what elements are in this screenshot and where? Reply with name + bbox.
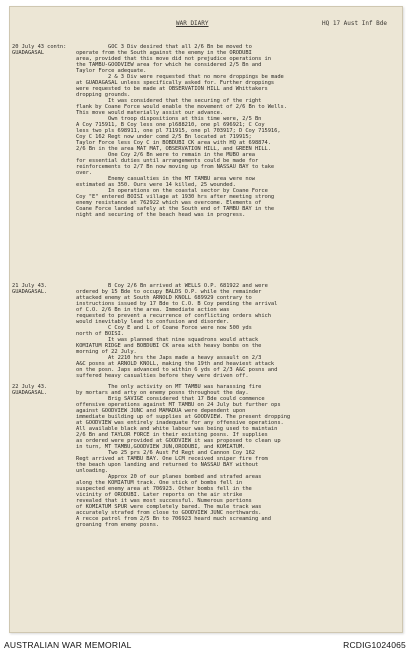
diary-line: north of BOISI. <box>76 331 124 337</box>
diary-line: 2/6 Bn and TAYLOR FORCE in their existing posns. If supplies <box>76 432 268 438</box>
entry-location: GUADAGASAL. <box>12 289 48 295</box>
diary-line: instructions issued by 17 Bde to C.O. B Coy pending the arrival <box>76 301 278 307</box>
diary-line: C Coy E and L of Coane Force were now 500 yds <box>108 325 252 331</box>
diary-line: It was planned that nine squadrons would attack <box>108 337 259 343</box>
diary-line: along the KOMIATUM track. One stick of bombs fell in <box>76 480 243 486</box>
diary-line: ordered by 15 Bde to occupy BALDS O.P. while the remainder <box>76 289 262 295</box>
entry-date: 21 July 43. <box>12 283 48 289</box>
entry-date: 20 July 43 contn: <box>12 44 67 50</box>
diary-line: dropping grounds. <box>76 92 131 98</box>
diary-line: Coane Force landed safely at the South end of TAMBU BAY in the <box>76 206 275 212</box>
diary-line: A Coy 715911, B Coy less one pl688210, one pl 696921; C Coy <box>76 122 265 128</box>
diary-line: 2/6 Bn in the area MAT MAT, OBSERVATION HILL, and GREEN HILL. <box>76 146 271 152</box>
diary-line: the TAMBU-GOODVIEW area for which he considered 2/5 Bn and <box>76 62 262 68</box>
diary-line: immediate building up of supplies at GOODVIEW. The present dropping <box>76 414 291 420</box>
entry-location: GUADAGASAL <box>12 50 44 56</box>
diary-line: enemy resistance at 762922 which was overcome. Elements of <box>76 200 262 206</box>
diary-line: as ordered were provided at GOODVIEW it was proposed to clean up <box>76 438 281 444</box>
diary-line: suffered heavy casualties before they were driven off. <box>76 373 249 379</box>
diary-line: the beach upon landing and returned to NASSAU BAY without <box>76 462 259 468</box>
diary-title: WAR DIARY <box>176 20 209 27</box>
diary-line: in turn, MT TAMBU,GOODVIEW JUN,ORODUBI, and KOMIATUM. <box>76 444 246 450</box>
diary-line: Taylor Force less Coy C in BOBDUBI CK area with HQ at 698874. <box>76 140 271 146</box>
diary-line: Coy "E" entered BOISI village at 1930 hrs after meeting strong <box>76 194 275 200</box>
diary-line: were requested to be made at OBSERVATION HILL and Whittakers <box>76 86 268 92</box>
diary-line: One Coy 2/6 Bn were to remain in the MUBO area <box>108 152 255 158</box>
diary-line: Two 25 prs 2/6 Aust Fd Regt and Cannon Coy 162 <box>108 450 255 456</box>
diary-line: Approx 20 of our planes bombed and strafed areas <box>108 474 262 480</box>
diary-line: KOMIATUM RIDGE and BOBDUBI CK area with heavy bombs on the <box>76 343 262 349</box>
diary-line: revealed that it was most successful. Numerous portions <box>76 498 252 504</box>
record-id: RCDIG1024065 <box>343 640 406 650</box>
diary-line: for essential duties until arrangements could be made for <box>76 158 259 164</box>
archive-footer <box>0 636 411 654</box>
diary-line: In operations on the coastal sector by Coane Force <box>108 188 268 194</box>
diary-page <box>9 6 403 633</box>
diary-line: operate from the South against the enemy in the ORODUBI <box>76 50 252 56</box>
diary-line: flank by Coane Force would enable the movement of 2/6 Bn to Wells. <box>76 104 287 110</box>
diary-line: reinforcements to 2/7 Bn now moving up from NASSAU BAY to take <box>76 164 275 170</box>
diary-line: accurately strafed from close to GOODVIEW JUNC northwards. <box>76 510 262 516</box>
diary-line: groaning from enemy posns. <box>76 522 160 528</box>
diary-line: at GOODVIEW was entirely inadequate for any offensive operations. <box>76 420 284 426</box>
diary-line: less two pls 698911, one pl 711915, one pl 703917; D Coy 715916, <box>76 128 281 134</box>
diary-line: by mortars and arty on enemy posns throughout the day. <box>76 390 249 396</box>
entry-location: GUADAGASAL. <box>12 390 48 396</box>
diary-line: It was considered that the securing of the right <box>108 98 262 104</box>
diary-line: attacked enemy at South ARNOLD KNOLL 689929 contrary to <box>76 295 252 301</box>
diary-line: Own troop dispositions at this time were, 2/5 Bn <box>108 116 262 122</box>
diary-line: against GOODVIEW JUNC and MAMADUA were dependent upon <box>76 408 246 414</box>
diary-line: Enemy casualties in the MT TAMBU area were now <box>108 176 255 182</box>
diary-line: area, provided that this move did not prejudice operations in <box>76 56 271 62</box>
diary-line: GOC 3 Div desired that all 2/6 Bn be moved to <box>108 44 252 50</box>
diary-line: A&C posns at ARNOLD KNOLL, making the 19th and heaviest attack <box>76 361 275 367</box>
diary-line: Taylor Force adequate. <box>76 68 147 74</box>
diary-line: vicinity of ORODUBI. Later reports on the air strike <box>76 492 243 498</box>
diary-line: on the posn. Japs advanced to within 6 yds of 2/3 A&C posns and <box>76 367 278 373</box>
diary-line: of C.O. 2/6 Bn in the area. Immediate action was <box>76 307 230 313</box>
diary-line: at GUADAGASAL unless specifically asked for. Further droppings <box>76 80 275 86</box>
diary-line: night and securing of the beach head was in progress. <box>76 212 246 218</box>
diary-line: Brig SAVIGE considered that 17 Bde could commence <box>108 396 265 402</box>
diary-line: offensive operations against MT TAMBU on 24 July but further ops <box>76 402 281 408</box>
diary-line: 2 & 3 Div were requested that no more droppings be made <box>108 74 284 80</box>
diary-line: B Coy 2/6 Bn arrived at WELLS O.P. 681922 and were <box>108 283 268 289</box>
diary-line: A recce patrol from 2/5 Bn to 706923 heard much screaming and <box>76 516 271 522</box>
unit-heading: HQ 17 Aust Inf Bde <box>322 20 388 27</box>
diary-line: At 2210 hrs the Japs made a heavy assault on 2/3 <box>108 355 262 361</box>
diary-line: over. <box>76 170 92 176</box>
diary-line: unloading. <box>76 468 108 474</box>
diary-line: morning of 22 July. <box>76 349 137 355</box>
entry-date: 22 July 43. <box>12 384 48 390</box>
diary-line: suspected enemy area at 706923. Other bombs fell in the <box>76 486 252 492</box>
diary-line: of KOMIATUM SPUR were completely bared. The mule track was <box>76 504 262 510</box>
diary-line: This move would materially assist our advance. <box>76 110 223 116</box>
archive-name: AUSTRALIAN WAR MEMORIAL <box>4 640 132 650</box>
diary-line: estimated as 350. Ours were 14 killed, 25 wounded. <box>76 182 236 188</box>
diary-line: All available black and white labour was being used to maintain <box>76 426 278 432</box>
diary-line: would inevitably lead to confusion and disorder. <box>76 319 230 325</box>
diary-line: requested to prevent a recurrence of conflicting orders which <box>76 313 271 319</box>
diary-line: Regt arrived at TAMBU BAY. One LCM received sniper fire from <box>76 456 268 462</box>
diary-line: Coy C 162 Regt now under comd 2/5 Bn located at 719915; <box>76 134 252 140</box>
diary-line: The only activity on MT TAMBU was harassing fire <box>108 384 262 390</box>
